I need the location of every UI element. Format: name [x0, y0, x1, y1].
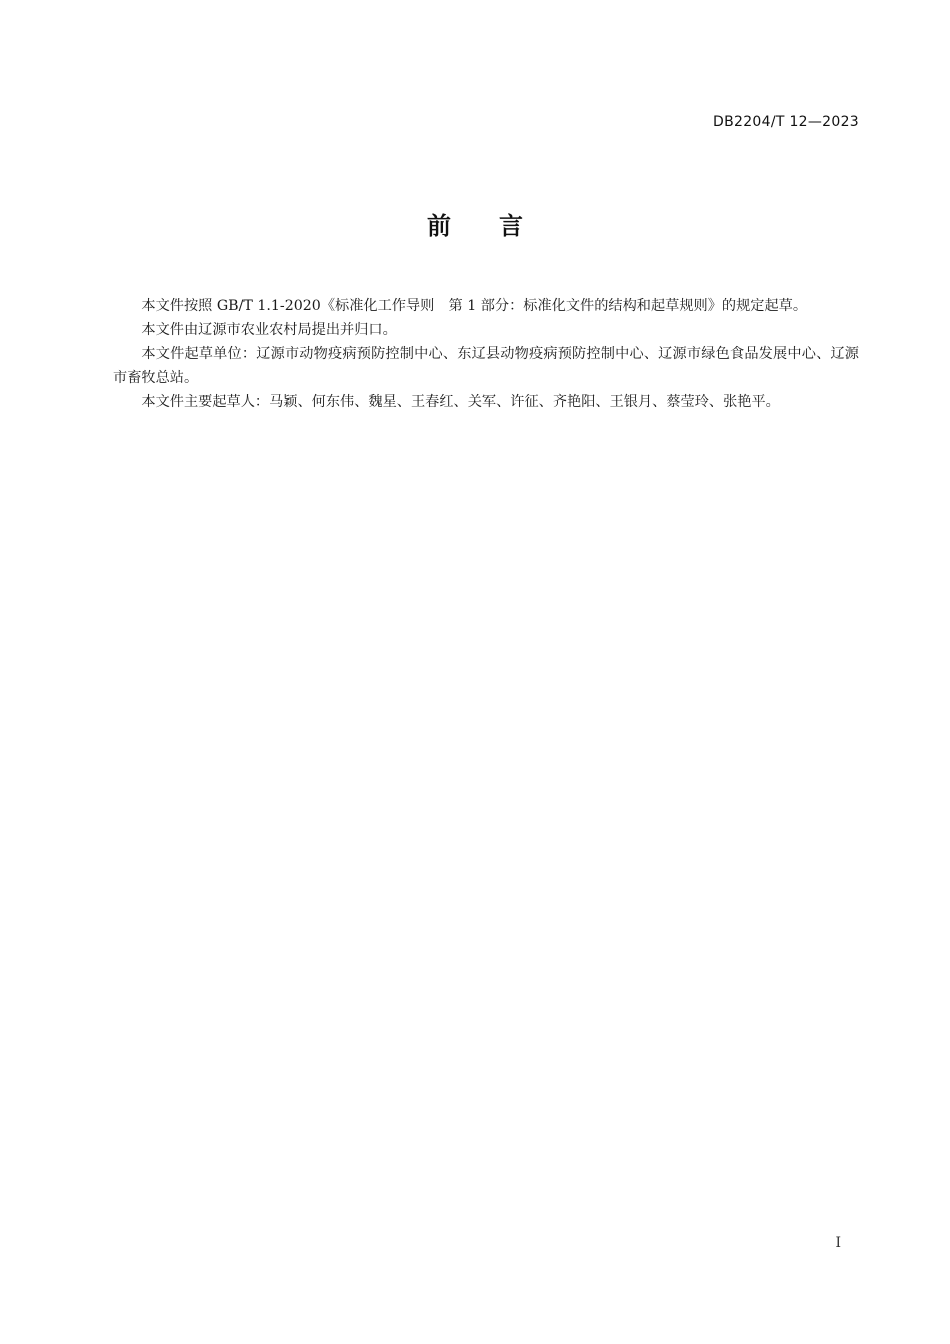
paragraph-drafting-units: 本文件起草单位：辽源市动物疫病预防控制中心、东辽县动物疫病预防控制中心、辽源市绿色食品发展中心、辽源市畜牧总站。	[113, 346, 859, 386]
page-title: 前 言	[427, 212, 523, 240]
paragraph-drafters: 本文件主要起草人：马颖、何东伟、魏星、王春红、关军、许征、齐艳阳、王银月、蔡莹玲、张艳平。	[141, 394, 780, 410]
foreword-body	[113, 294, 859, 414]
document-code: DB2204/T 12—2023	[713, 114, 859, 130]
paragraph-drafting-basis: 本文件按照 GB/T 1.1-2020《标准化工作导则 第 1 部分：标准化文件的结构和起草规则》的规定起草。	[141, 298, 808, 314]
page-number: I	[835, 1235, 841, 1251]
paragraph-proposer: 本文件由辽源市农业农村局提出并归口。	[141, 322, 397, 338]
